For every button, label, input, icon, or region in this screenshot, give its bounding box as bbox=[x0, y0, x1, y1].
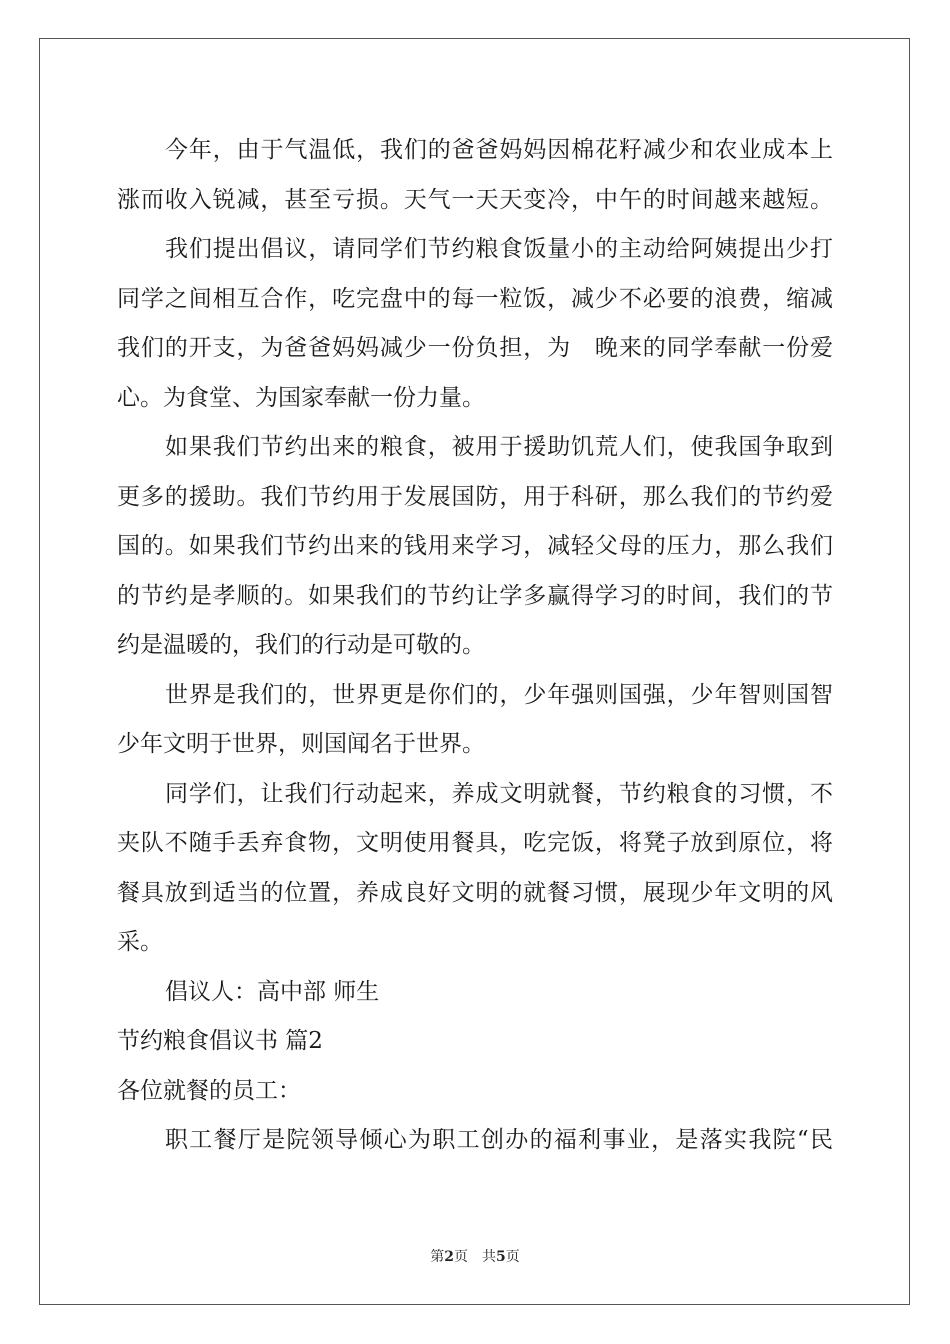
paragraph-4-line-1: 世界是我们的，世界更是你们的，少年强则国强，少年智则国智 bbox=[165, 681, 833, 708]
page-footer bbox=[0, 1248, 950, 1266]
paragraph-1-line-1: 今年，由于气温低，我们的爸爸妈妈因棉花籽减少和农业成本上 bbox=[165, 137, 833, 163]
paragraph-5-line-3: 餐具放到适当的位置，养成良好文明的就餐习惯，展现少年文明的风 bbox=[117, 879, 833, 906]
paragraph-1-line-2: 涨而收入锐减，甚至亏损。天气一天天变冷，中午的时间越来越短。 bbox=[117, 186, 833, 213]
page-prefix: 第 bbox=[430, 1249, 445, 1265]
page-unit: 页 bbox=[454, 1249, 468, 1265]
page-current: 2 bbox=[444, 1249, 454, 1265]
paragraph-5-line-4: 采。 bbox=[117, 929, 163, 955]
paragraph-4-line-2: 少年文明于世界，则国闻名于世界。 bbox=[117, 731, 485, 757]
paragraph-5-line-2: 夹队不随手丢弃食物，文明使用餐具，吃完饭，将凳子放到原位，将 bbox=[117, 830, 833, 856]
total-prefix: 共 bbox=[482, 1249, 496, 1265]
paragraph-3-line-2: 更多的援助。我们节约用于发展国防，用于科研，那么我们的节约爱 bbox=[117, 483, 833, 510]
paragraph-2-line-4: 心。为食堂、为国家奉献一份力量。 bbox=[117, 384, 485, 411]
total-unit: 页 bbox=[505, 1249, 520, 1265]
paragraph-2-line-2: 同学之间相互合作，吃完盘中的每一粒饭，减少不必要的浪费，缩减 bbox=[117, 285, 833, 312]
paragraph-3-line-3: 国的。如果我们节约出来的钱用来学习，减轻父母的压力，那么我们 bbox=[117, 533, 833, 559]
section-heading: 节约粮食倡议书 篇2 bbox=[117, 1028, 323, 1054]
paragraph-3-line-4: 的节约是孝顺的。如果我们的节约让学多赢得学习的时间，我们的节 bbox=[117, 582, 833, 609]
document-body bbox=[117, 126, 833, 1166]
paragraph-3-line-1: 如果我们节约出来的粮食，被用于援助饥荒人们，使我国争取到 bbox=[165, 434, 833, 460]
paragraph-2-line-3: 我们的开支，为爸爸妈妈减少一份负担，为 晚来的同学奉献一份爱 bbox=[117, 335, 833, 361]
salutation: 各位就餐的员工： bbox=[117, 1077, 301, 1104]
paragraph-5-line-1: 同学们，让我们行动起来，养成文明就餐，节约粮食的习惯，不 bbox=[165, 780, 833, 807]
paragraph-2-line-1: 我们提出倡议，请同学们节约粮食饭量小的主动给阿姨提出少打 bbox=[165, 236, 833, 262]
paragraph-6-line-1: 职工餐厅是院领导倾心为职工创办的福利事业，是落实我院“民 bbox=[165, 1127, 833, 1153]
paragraph-3-line-5: 约是温暖的，我们的行动是可敬的。 bbox=[117, 632, 485, 658]
page-total: 5 bbox=[496, 1249, 506, 1265]
signature-line: 倡议人：高中部 师生 bbox=[165, 978, 380, 1005]
